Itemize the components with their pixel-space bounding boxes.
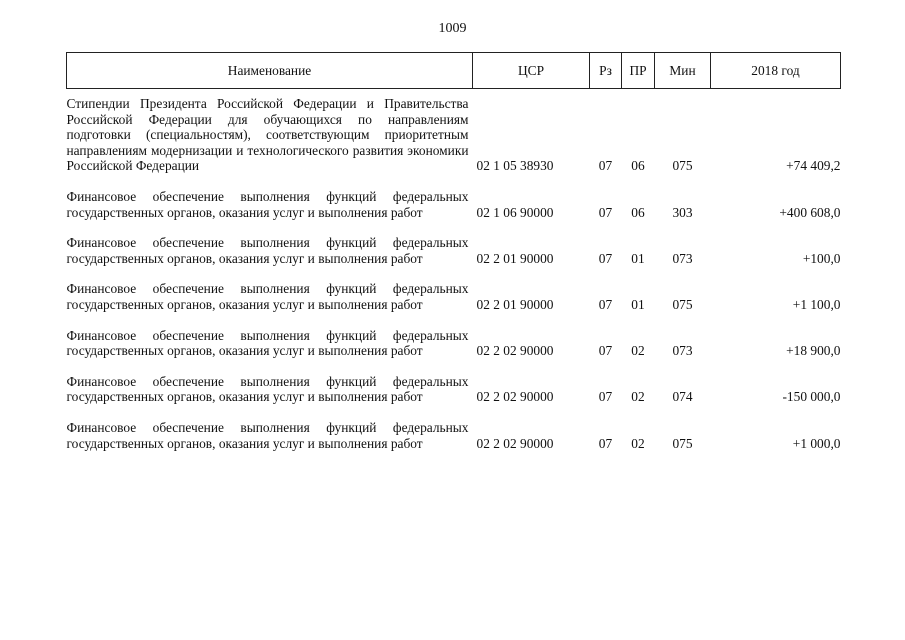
table-row [67, 89, 841, 174]
row-name: Стипендии Президента Российской Федерации и Правительства Российской Федерации для обучающихся по направлениям подготовки (специальностям), соответствующим приоритетным направлениям модернизации и технологического развития экономики Российской Федерации [66, 96, 469, 174]
row-csr: 02 2 02 90000 [476, 389, 554, 405]
row-name: Финансовое обеспечение выполнения функций федеральных государственных органов, оказания услуг и выполнения работ [66, 419, 469, 451]
row-min: 075 [672, 158, 693, 174]
row-csr: 02 2 01 90000 [476, 250, 554, 266]
row-rz: 07 [598, 435, 613, 451]
row-pr: 02 [631, 435, 645, 451]
row-rz: 07 [598, 158, 613, 174]
row-amount: +400 608,0 [779, 204, 841, 220]
row-pr: 02 [631, 343, 645, 359]
row-rz: 07 [598, 250, 613, 266]
row-pr: 06 [631, 158, 645, 174]
row-csr: 02 2 02 90000 [476, 435, 554, 451]
row-name: Финансовое обеспечение выполнения функций федеральных государственных органов, оказания услуг и выполнения работ [66, 235, 469, 266]
row-rz: 07 [598, 204, 613, 220]
row-amount: +100,0 [802, 250, 841, 266]
table-row [67, 220, 841, 266]
row-pr: 01 [631, 296, 645, 312]
row-rz: 07 [598, 296, 613, 312]
row-min: 075 [672, 435, 693, 451]
row-pr: 02 [631, 389, 645, 405]
row-csr: 02 2 01 90000 [476, 296, 554, 312]
row-pr: 01 [631, 250, 645, 266]
row-name: Финансовое обеспечение выполнения функций федеральных государственных органов, оказания услуг и выполнения работ [66, 188, 469, 220]
table-row [67, 405, 841, 451]
row-amount: +1 100,0 [792, 296, 841, 312]
header-csr: ЦСР [473, 53, 590, 89]
row-name: Финансовое обеспечение выполнения функций федеральных государственных органов, оказания услуг и выполнения работ [66, 281, 469, 312]
row-amount: -150 000,0 [782, 389, 841, 405]
row-min: 074 [672, 389, 693, 405]
row-csr: 02 1 06 90000 [476, 204, 554, 220]
row-amount: +1 000,0 [792, 435, 841, 451]
table-row [67, 174, 841, 220]
row-min: 073 [672, 343, 693, 359]
table-row [67, 266, 841, 312]
row-rz: 07 [598, 389, 613, 405]
table-header-row [67, 53, 841, 89]
header-name: Наименование [67, 53, 473, 89]
row-min: 075 [672, 296, 693, 312]
row-name: Финансовое обеспечение выполнения функций федеральных государственных органов, оказания услуг и выполнения работ [66, 327, 469, 359]
header-rz: Рз [590, 53, 622, 89]
row-min: 073 [672, 250, 693, 266]
table-row [67, 359, 841, 405]
header-min: Мин [655, 53, 711, 89]
header-pr: ПР [622, 53, 655, 89]
table-row [67, 313, 841, 359]
row-amount: +18 900,0 [786, 343, 841, 359]
budget-table [66, 52, 841, 451]
row-amount: +74 409,2 [786, 158, 841, 174]
page-number: 1009 [438, 21, 467, 36]
row-csr: 02 2 02 90000 [476, 343, 554, 359]
row-rz: 07 [598, 343, 613, 359]
row-name: Финансовое обеспечение выполнения функций федеральных государственных органов, оказания услуг и выполнения работ [66, 373, 469, 405]
header-year: 2018 год [711, 53, 841, 89]
row-csr: 02 1 05 38930 [476, 158, 554, 174]
row-pr: 06 [631, 204, 645, 220]
row-min: 303 [672, 204, 693, 220]
